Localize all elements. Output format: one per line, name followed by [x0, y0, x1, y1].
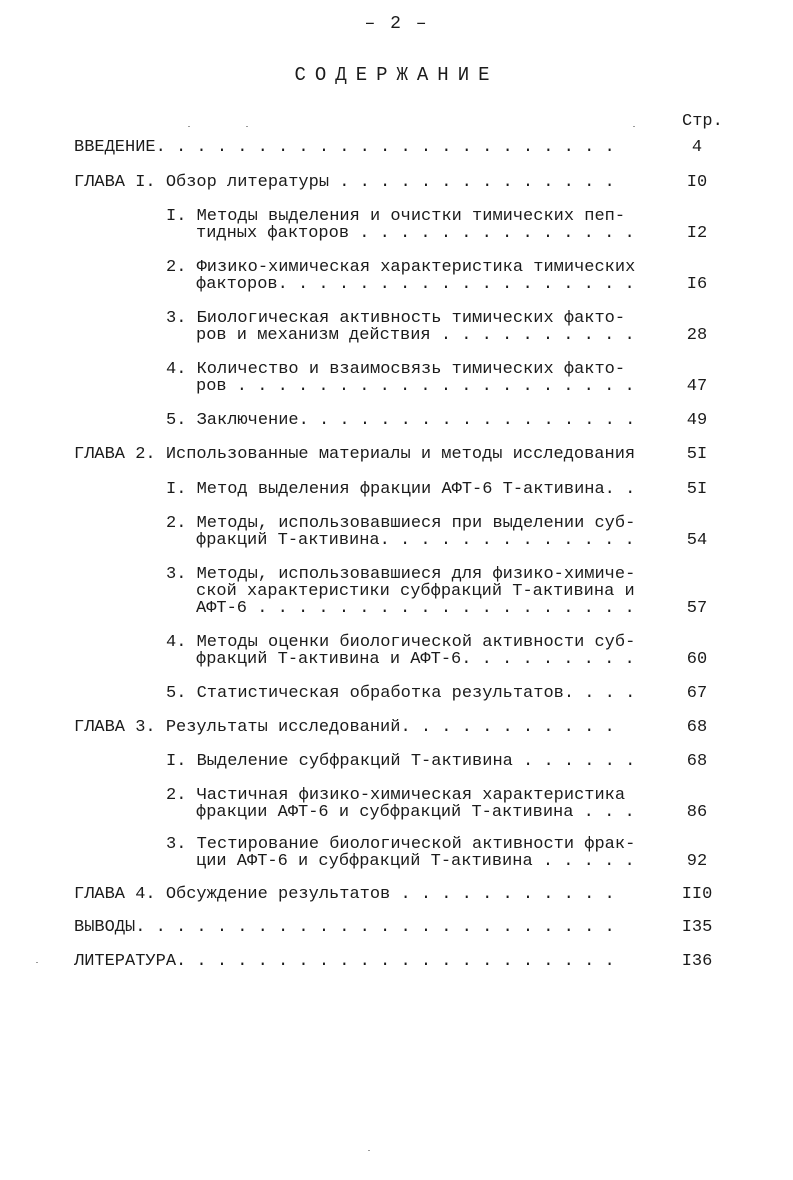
toc-entry-page: 68: [686, 718, 708, 737]
toc-entry-line: 4. Количество и взаимосвязь тимических факто-: [166, 360, 626, 379]
toc-entry-line: 4. Методы оценки биологической активности суб-: [166, 633, 636, 652]
toc-entry-line: I. Выделение субфракций Т-активина . . . . . .: [166, 752, 636, 771]
toc-entry-page: 49: [686, 411, 708, 430]
toc-entry-page: II0: [681, 885, 713, 904]
toc-entry-line: ров . . . . . . . . . . . . . . . . . . . .: [196, 377, 635, 396]
scan-speck: [246, 126, 248, 127]
toc-entry-page: 67: [686, 684, 708, 703]
toc-entry-page: 86: [686, 803, 708, 822]
toc-entry-line: фракций Т-активина. . . . . . . . . . . . .: [196, 531, 635, 550]
toc-entry-line: АФТ-6 . . . . . . . . . . . . . . . . . . .: [196, 599, 635, 618]
toc-entry-line: ров и механизм действия . . . . . . . . . .: [196, 326, 635, 345]
toc-entry-line: ГЛАВА I. Обзор литературы . . . . . . . . . . . . . .: [74, 173, 615, 192]
page-number: – 2 –: [364, 14, 429, 34]
toc-entry-line: факторов. . . . . . . . . . . . . . . . . .: [196, 275, 635, 294]
toc-entry-line: 5. Заключение. . . . . . . . . . . . . . . . .: [166, 411, 636, 430]
page-column-header: Стр.: [682, 112, 723, 131]
toc-entry-page: 60: [686, 650, 708, 669]
toc-entry-page: I6: [686, 275, 708, 294]
toc-entry-page: 4: [691, 138, 703, 157]
toc-entry-page: 5I: [686, 480, 708, 499]
scan-speck: [633, 126, 635, 127]
toc-entry-line: ции АФТ-6 и субфракций Т-активина . . . . .: [196, 852, 635, 871]
toc-entry-page: I35: [681, 918, 713, 937]
toc-title: СОДЕРЖАНИЕ: [294, 64, 499, 86]
toc-entry-line: I. Метод выделения фракции АФТ-6 Т-активина. .: [166, 480, 636, 499]
toc-entry-line: 3. Тестирование биологической активности фрак-: [166, 835, 636, 854]
toc-entry-line: фракции АФТ-6 и субфракций Т-активина . . .: [196, 803, 635, 822]
toc-entry-line: 3. Методы, использовавшиеся для физико-химиче-: [166, 565, 636, 584]
toc-entry-line: ской характеристики субфракций Т-активина и: [196, 582, 635, 601]
toc-entry-page: I2: [686, 224, 708, 243]
toc-entry-line: ГЛАВА 3. Результаты исследований. . . . . . . . . . .: [74, 718, 615, 737]
toc-entry-line: 3. Биологическая активность тимических факто-: [166, 309, 626, 328]
toc-entry-page: 28: [686, 326, 708, 345]
toc-entry-page: 57: [686, 599, 708, 618]
toc-entry-line: 2. Методы, использовавшиеся при выделении суб-: [166, 514, 636, 533]
toc-entry-page: 5I: [686, 445, 708, 464]
toc-entry-line: ВВЕДЕНИЕ. . . . . . . . . . . . . . . . . . . . . . .: [74, 138, 615, 157]
toc-entry-line: I. Методы выделения и очистки тимических пеп-: [166, 207, 626, 226]
toc-entry-line: 2. Частичная физико-химическая характеристика: [166, 786, 626, 805]
toc-entry-line: фракций Т-активина и АФТ-6. . . . . . . . .: [196, 650, 635, 669]
scan-speck: [36, 962, 38, 963]
toc-entry-page: 68: [686, 752, 708, 771]
scan-speck: [368, 1150, 370, 1151]
toc-entry-line: 2. Физико-химическая характеристика тимических: [166, 258, 636, 277]
toc-entry-line: ГЛАВА 2. Использованные материалы и методы исследования: [74, 445, 636, 464]
toc-entry-line: 5. Статистическая обработка результатов. . . .: [166, 684, 636, 703]
toc-entry-line: тидных факторов . . . . . . . . . . . . . .: [196, 224, 635, 243]
toc-entry-line: ВЫВОДЫ. . . . . . . . . . . . . . . . . . . . . . . .: [74, 918, 615, 937]
toc-entry-page: I36: [681, 952, 713, 971]
toc-entry-page: 54: [686, 531, 708, 550]
toc-entry-page: 92: [686, 852, 708, 871]
scan-speck: [188, 126, 190, 127]
toc-entry-line: ГЛАВА 4. Обсуждение результатов . . . . . . . . . . .: [74, 885, 615, 904]
toc-entry-page: 47: [686, 377, 708, 396]
toc-entry-line: ЛИТЕРАТУРА. . . . . . . . . . . . . . . . . . . . . .: [74, 952, 615, 971]
toc-entry-page: I0: [686, 173, 708, 192]
